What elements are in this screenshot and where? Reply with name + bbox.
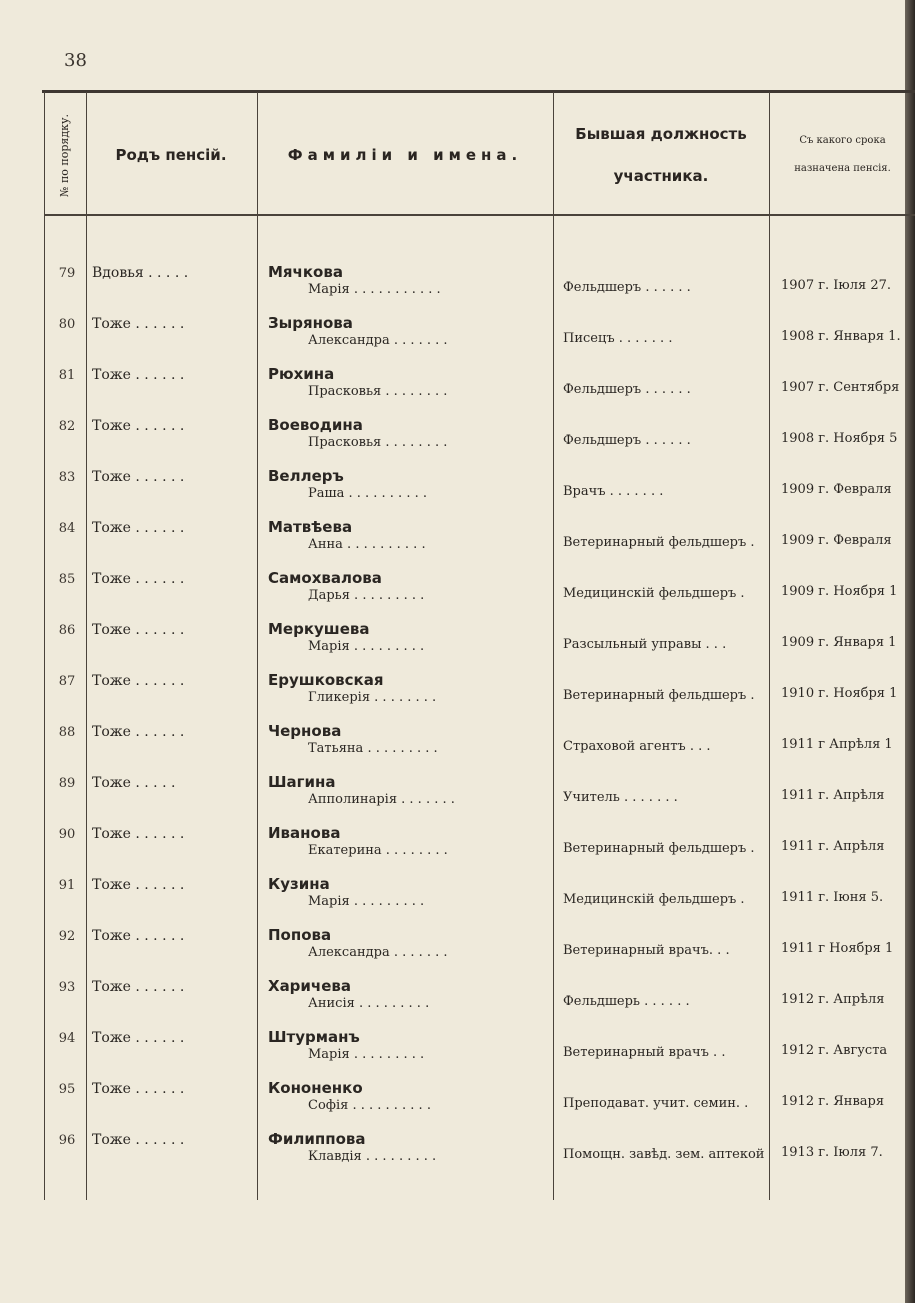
former-post: Ветеринарный фельдшеръ . xyxy=(563,841,755,856)
surname: Штурманъ xyxy=(268,1028,360,1046)
pension-kind: Тоже . . . . . . xyxy=(92,877,185,893)
pension-date: 1911 г. Іюня 5. xyxy=(781,890,884,905)
pension-date: 1913 г. Іюля 7. xyxy=(781,1145,883,1160)
row-number: 96 xyxy=(58,1133,76,1148)
former-post: Писецъ . . . . . . . xyxy=(563,331,673,346)
row-number: 86 xyxy=(58,623,76,638)
pension-kind: Тоже . . . . . . xyxy=(92,469,185,485)
pension-date: 1907 г. Сентября xyxy=(781,380,900,395)
given-name: Татьяна . . . . . . . . . xyxy=(308,741,438,756)
given-name: Клавдія . . . . . . . . . xyxy=(308,1149,437,1164)
pension-kind: Тоже . . . . . . xyxy=(92,1081,185,1097)
pension-date: 1912 г. Января xyxy=(781,1094,885,1109)
surname: Кононенко xyxy=(268,1079,363,1097)
pension-kind: Тоже . . . . . . xyxy=(92,979,185,995)
surname: Иванова xyxy=(268,824,341,842)
pension-date: 1911 г. Апрѣля xyxy=(781,839,885,854)
pension-date: 1909 г. Февраля xyxy=(781,482,892,497)
pension-date: 1911 г Ноября 1 xyxy=(781,941,894,956)
given-name: Дарья . . . . . . . . . xyxy=(308,588,425,603)
table-row xyxy=(0,722,915,773)
given-name: Прасковья . . . . . . . . xyxy=(308,435,448,450)
former-post: Учитель . . . . . . . xyxy=(563,790,678,805)
given-name: Марія . . . . . . . . . xyxy=(308,1047,425,1062)
former-post: Ветеринарный врачъ. . . xyxy=(563,943,730,958)
table-row xyxy=(0,875,915,926)
surname: Рюхина xyxy=(268,365,335,383)
pension-kind: Тоже . . . . . . xyxy=(92,724,185,740)
row-number: 82 xyxy=(58,419,76,434)
surname: Попова xyxy=(268,926,332,944)
row-number: 88 xyxy=(58,725,76,740)
surname: Харичева xyxy=(268,977,352,995)
row-number: 94 xyxy=(58,1031,76,1046)
pension-date: 1911 г Апрѣля 1 xyxy=(781,737,893,752)
former-post: Фельдшеръ . . . . . . xyxy=(563,280,691,295)
pension-date: 1911 г. Апрѣля xyxy=(781,788,885,803)
header-former-post: Бывшая должность участника. xyxy=(575,125,747,185)
former-post: Медицинскій фельдшеръ . xyxy=(563,892,745,907)
table-row xyxy=(0,977,915,1028)
given-name: Марія . . . . . . . . . xyxy=(308,894,425,909)
pension-date: 1908 г. Января 1. xyxy=(781,329,901,344)
row-number: 79 xyxy=(58,266,76,281)
former-post: Ветеринарный фельдшеръ . xyxy=(563,688,755,703)
given-name: Софія . . . . . . . . . . xyxy=(308,1098,431,1113)
former-post: Фельдшеръ . . . . . . xyxy=(563,433,691,448)
header-number: № по порядку. xyxy=(57,113,71,197)
row-number: 90 xyxy=(58,827,76,842)
former-post: Фельдшерь . . . . . . xyxy=(563,994,690,1009)
row-number: 85 xyxy=(58,572,76,587)
table-row xyxy=(0,416,915,467)
given-name: Апполинарія . . . . . . . xyxy=(308,792,455,807)
given-name: Гликерія . . . . . . . . xyxy=(308,690,437,705)
table-row xyxy=(0,1028,915,1079)
table-row xyxy=(0,824,915,875)
pension-kind: Тоже . . . . . . xyxy=(92,520,185,536)
pension-kind: Тоже . . . . . . xyxy=(92,673,185,689)
former-post: Ветеринарный врачъ . . xyxy=(563,1045,726,1060)
pension-date: 1909 г. Ноября 1 xyxy=(781,584,898,599)
pension-kind: Тоже . . . . . xyxy=(92,775,176,791)
former-post: Фельдшеръ . . . . . . xyxy=(563,382,691,397)
header-pension-date: Съ какого срока назначена пенсія. xyxy=(794,135,891,174)
table-row xyxy=(0,263,915,314)
table-row xyxy=(0,1079,915,1130)
pension-kind: Вдовья . . . . . xyxy=(92,265,189,281)
row-number: 93 xyxy=(58,980,76,995)
surname: Филиппова xyxy=(268,1130,366,1148)
former-post: Преподават. учит. семин. . xyxy=(563,1096,749,1111)
row-number: 83 xyxy=(58,470,76,485)
pension-date: 1910 г. Ноября 1 xyxy=(781,686,898,701)
pension-date: 1908 г. Ноября 5 xyxy=(781,431,898,446)
row-number: 89 xyxy=(58,776,76,791)
table-row xyxy=(0,365,915,416)
given-name: Прасковья . . . . . . . . xyxy=(308,384,448,399)
table-row xyxy=(0,926,915,977)
former-post: Медицинскій фельдшеръ . xyxy=(563,586,745,601)
former-post: Помощн. завѣд. зем. аптекой xyxy=(563,1147,765,1162)
row-number: 92 xyxy=(58,929,76,944)
pension-kind: Тоже . . . . . . xyxy=(92,571,185,587)
pension-date: 1912 г. Апрѣля xyxy=(781,992,885,1007)
surname: Кузина xyxy=(268,875,330,893)
table-row xyxy=(0,671,915,722)
given-name: Александра . . . . . . . xyxy=(308,333,448,348)
pension-kind: Тоже . . . . . . xyxy=(92,1132,185,1148)
surname: Мячкова xyxy=(268,263,343,281)
surname: Воеводина xyxy=(268,416,363,434)
pension-date: 1909 г. Февраля xyxy=(781,533,892,548)
pension-date: 1907 г. Іюля 27. xyxy=(781,278,892,293)
given-name: Екатерина . . . . . . . . xyxy=(308,843,448,858)
pension-kind: Тоже . . . . . . xyxy=(92,928,185,944)
given-name: Раша . . . . . . . . . . xyxy=(308,486,427,501)
surname: Меркушева xyxy=(268,620,370,638)
former-post: Страховой агентъ . . . xyxy=(563,739,711,754)
pension-kind: Тоже . . . . . . xyxy=(92,622,185,638)
surname: Зырянова xyxy=(268,314,353,332)
surname: Шагина xyxy=(268,773,336,791)
surname: Ерушковская xyxy=(268,671,384,689)
pension-kind: Тоже . . . . . . xyxy=(92,367,185,383)
given-name: Александра . . . . . . . xyxy=(308,945,448,960)
row-number: 84 xyxy=(58,521,76,536)
surname: Самохвалова xyxy=(268,569,382,587)
given-name: Марія . . . . . . . . . . . xyxy=(308,282,441,297)
table-row xyxy=(0,314,915,365)
pension-kind: Тоже . . . . . . xyxy=(92,826,185,842)
table-row xyxy=(0,1130,915,1181)
table-row xyxy=(0,467,915,518)
page-number: 38 xyxy=(64,50,87,71)
table-row xyxy=(0,620,915,671)
row-number: 81 xyxy=(58,368,76,383)
given-name: Анна . . . . . . . . . . xyxy=(308,537,426,552)
table-row xyxy=(0,569,915,620)
surname: Веллеръ xyxy=(268,467,344,485)
row-number: 87 xyxy=(58,674,76,689)
surname: Чернова xyxy=(268,722,342,740)
pension-kind: Тоже . . . . . . xyxy=(92,1030,185,1046)
pension-kind: Тоже . . . . . . xyxy=(92,316,185,332)
former-post: Ветеринарный фельдшеръ . xyxy=(563,535,755,550)
pension-date: 1912 г. Августа xyxy=(781,1043,888,1058)
given-name: Марія . . . . . . . . . xyxy=(308,639,425,654)
given-name: Анисія . . . . . . . . . xyxy=(308,996,430,1011)
table-row xyxy=(0,773,915,824)
header-pension-kind: Родъ пенсій. xyxy=(115,146,227,164)
pension-kind: Тоже . . . . . . xyxy=(92,418,185,434)
row-number: 91 xyxy=(58,878,76,893)
surname: Матвѣева xyxy=(268,518,353,536)
row-number: 95 xyxy=(58,1082,76,1097)
pension-date: 1909 г. Января 1 xyxy=(781,635,897,650)
header-names: Фамиліи и имена. xyxy=(287,146,523,164)
former-post: Разсыльный управы . . . xyxy=(563,637,727,652)
table-top-rule xyxy=(42,90,915,93)
former-post: Врачъ . . . . . . . xyxy=(563,484,664,499)
table-row xyxy=(0,518,915,569)
row-number: 80 xyxy=(58,317,76,332)
